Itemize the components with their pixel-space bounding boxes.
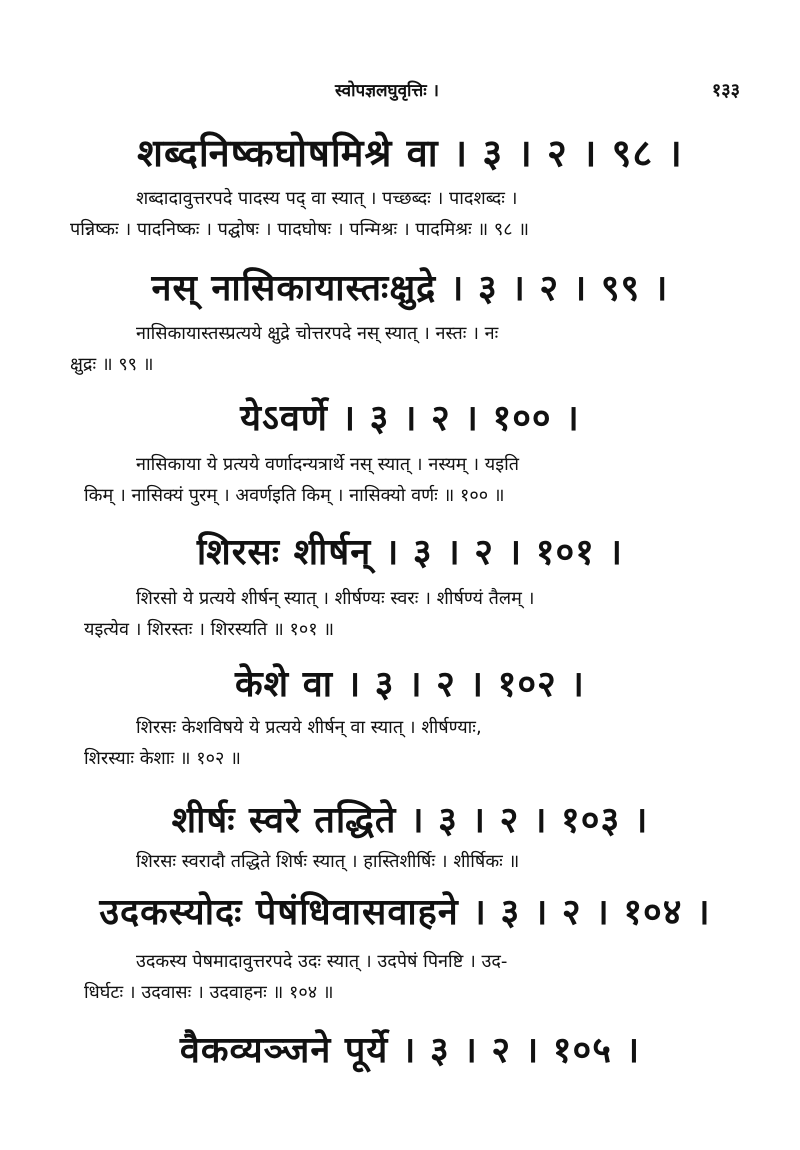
sutra-heading: शिरसः शीर्षन् । ३ । २ । १०१ । (196, 532, 624, 573)
sutra-commentary (84, 846, 750, 877)
commentary-line: शिरसः केशविषये ये प्रत्यये शीर्षन् वा स्यात् । शीर्षण्याः, (136, 717, 482, 738)
commentary-line: शिरसः स्वरादौ तद्धिते शिर्षः स्यात् । हास्तिशीर्षिः । शीर्षिकः ॥ (136, 851, 520, 872)
sutra-commentary (84, 712, 750, 774)
sutra-commentary (84, 583, 750, 645)
commentary-line: नासिकाया ये प्रत्यये वर्णादन्यत्रार्थे नस् स्यात् । नस्यम् । यइति (136, 454, 519, 475)
sutra-commentary (70, 183, 750, 245)
commentary-line: शब्दादावुत्तरपदे पादस्य पद् वा स्यात् । पच्छब्दः । पादशब्दः । (136, 188, 518, 209)
sutra-commentary (84, 449, 750, 511)
commentary-line: शिरसो ये प्रत्यये शीर्षन् स्यात् । शीर्षण्यः स्वरः । शीर्षण्यं तैलम् । (136, 588, 535, 609)
page-number: १३३ (711, 80, 740, 101)
sutra-heading: नस् नासिकायास्तःक्षुद्रे । ३ । २ । ९९ । (151, 268, 669, 309)
sutra-commentary (70, 318, 750, 380)
sutra-heading: शब्दनिष्कघोषमिश्रे वा । ३ । २ । ९८ । (137, 131, 683, 175)
commentary-line: क्षुद्रः ॥ ९९ ॥ (70, 354, 154, 375)
commentary-line: पन्निष्कः । पादनिष्कः । पद्घोषः । पादघोषः । पन्मिश्रः । पादमिश्रः ॥ ९८ ॥ (70, 219, 530, 240)
sutra-heading: येऽवर्णे । ३ । २ । १०० । (240, 398, 580, 439)
page-header (90, 78, 740, 106)
sutra-heading: केशे वा । ३ । २ । १०२ । (235, 664, 585, 705)
commentary-line: शिरस्याः केशाः ॥ १०२ ॥ (84, 748, 241, 769)
commentary-line: नासिकायास्तस्प्रत्यये क्षुद्रे चोत्तरपदे नस् स्यात् । नस्तः । नः (136, 323, 499, 344)
commentary-line: यइत्येव । शिरस्तः । शिरस्यति ॥ १०१ ॥ (84, 619, 335, 640)
commentary-line: उदकस्य पेषमादावुत्तरपदे उदः स्यात् । उदपेषं पिनष्टि । उद- (136, 951, 508, 972)
commentary-line: धिर्घटः । उदवासः । उदवाहनः ॥ १०४ ॥ (84, 982, 334, 1003)
commentary-line: किम् । नासिक्यं पुरम् । अवर्णइति किम् । नासिक्यो वर्णः ॥ १०० ॥ (84, 485, 505, 506)
sutra-heading: उदकस्योदः पेषंधिवासवाहने । ३ । २ । १०४ । (99, 892, 711, 933)
sutra-commentary (84, 946, 750, 1008)
sutra-heading: शीर्षः स्वरे तद्धिते । ३ । २ । १०३ । (171, 800, 649, 841)
sutra-heading: वैकव्यञ्जने पूर्ये । ३ । २ । १०५ । (179, 1030, 641, 1071)
running-head: स्वोपज्ञलघुवृत्तिः । (335, 81, 439, 101)
